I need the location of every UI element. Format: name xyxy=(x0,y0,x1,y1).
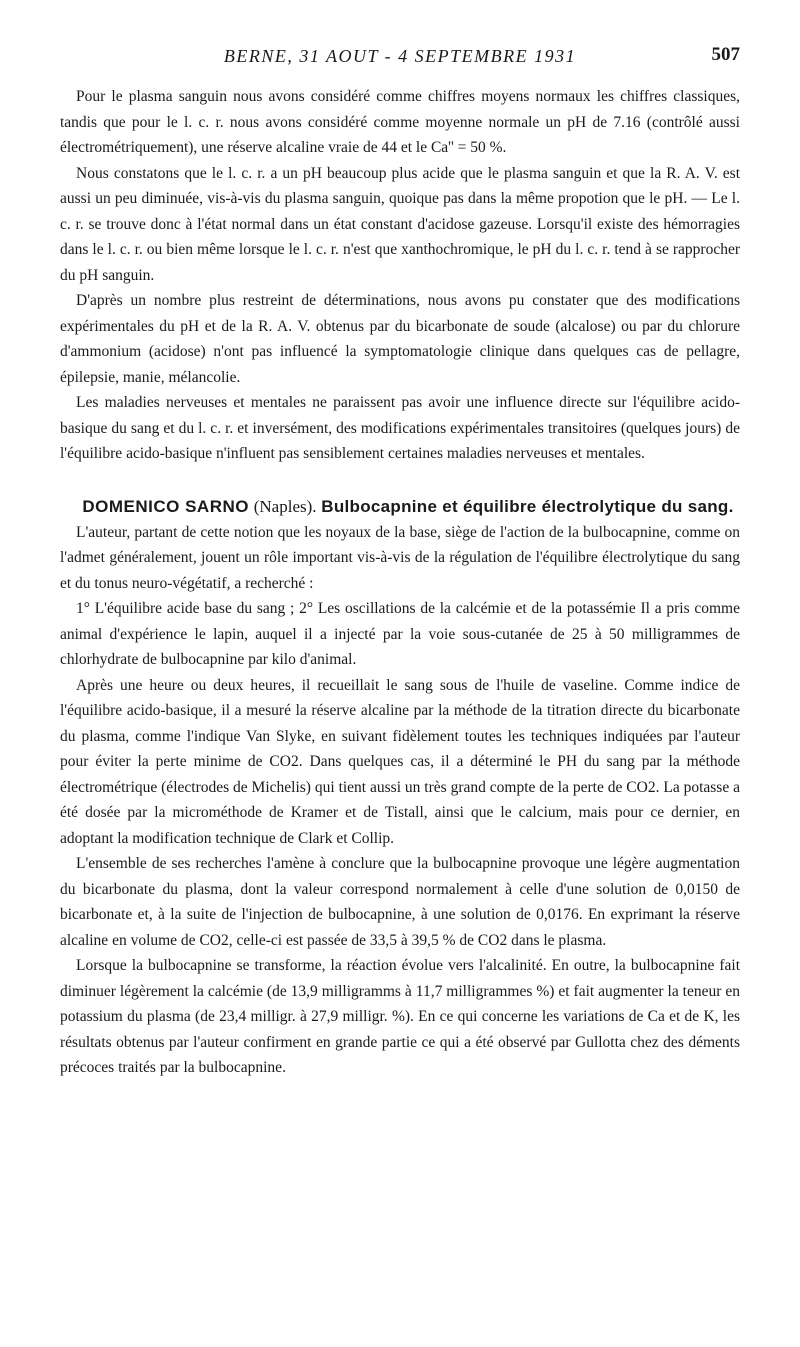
paragraph: L'auteur, partant de cette notion que les noyaux de la base, siège de l'action de la bulbocapnine, comme on l'admet généralement, jouent un rôle important vis-à-vis de la régulation de l'équilibre électrolytique du sang et du tonus neuro-végétatif, a recherché : xyxy=(60,523,740,592)
running-title: BERNE, 31 AOUT - 4 SEPTEMBRE 1931 xyxy=(223,46,577,66)
body-text xyxy=(60,84,740,1081)
paragraph: 1° L'équilibre acide base du sang ; 2° Les oscillations de la calcémie et de la potassémie Il a pris comme animal d'expérience le lapin, auquel il a injecté par la voie sous-cutanée de 25 à 50 milligrammes de chlorhydrate de bulbocapnine par kilo d'animal. xyxy=(60,600,740,668)
article-author: DOMENICO SARNO xyxy=(82,496,249,516)
paragraph: Nous constatons que le l. c. r. a un pH beaucoup plus acide que le plasma sanguin et que la R. A. V. est aussi un peu diminuée, vis-à-vis du plasma sanguin, quoique pas dans la même propotion que le pH. — Le l. c. r. se trouve donc à l'état normal dans un état constant d'acidose gazeuse. Lorsqu'il existe des hémorragies dans le l. c. r. ou bien même lorsque le l. c. r. n'est que xanthochromique, le pH du l. c. r. tend à se rapprocher du pH sanguin. xyxy=(60,164,740,284)
page-number: 507 xyxy=(711,44,740,65)
article-place: (Naples). xyxy=(253,496,317,516)
paragraph: Lorsque la bulbocapnine se transforme, la réaction évolue vers l'alcalinité. En outre, la bulbocapnine fait diminuer légèrement la calcémie (de 13,9 milligramms à 11,7 milligrammes %) et fait augmenter la teneur en potassium du plasma (de 23,4 milligr. à 27,9 milligr. %). En ce qui concerne les variations de Ca et de K, les résultats obtenus par l'auteur confirment en grande partie ce qui a été observé par Gullotta chez des déments précoces traités par la bulbocapnine. xyxy=(60,957,740,1076)
paragraph: D'après un nombre plus restreint de déterminations, nous avons pu constater que des modifications expérimentales du pH et de la R. A. V. obtenus par du bicarbonate de soude (alcalose) ou par du chlorure d'ammonium (acidose) n'ont pas influencé la symptomatologie clinique dans quelques cas de pellagre, épilepsie, manie, mélancolie. xyxy=(60,292,740,386)
paragraph: Pour le plasma sanguin nous avons considéré comme chiffres moyens normaux les chiffres classiques, tandis que pour le l. c. r. nous avons considéré comme moyenne normale un pH de 7.16 (contrôlé aussi électrométriquement), une réserve alcaline vraie de 44 et le Ca'' = 50 %. xyxy=(60,88,740,156)
paragraph: Après une heure ou deux heures, il recueillait le sang sous de l'huile de vaseline. Comme indice de l'équilibre acido-basique, il a mesuré la réserve alcaline par la méthode de la titration directe du bicarbonate du plasma, comme l'indique Van Slyke, en suivant fidèlement toutes les techniques indiquées par l'auteur pour éviter la perte minime de CO2. Dans quelques cas, il a déterminé le PH du sang par la méthode électrométrique (électrodes de Michelis) qui tient aussi un très grand compte de la perte de CO2. La potasse a été dosée par la microméthode de Kramer et de Tistall, ainsi que le calcium, mais pour ce dernier, en adoptant la modification technique de Clark et Collip. xyxy=(60,676,740,847)
running-header xyxy=(60,46,740,70)
paragraph: Les maladies nerveuses et mentales ne paraissent pas avoir une influence directe sur l'équilibre acido-basique du sang et du l. c. r. et inversément, des modifications expérimentales transitoires (quelques jours) de l'équilibre acido-basique n'influent pas sensiblement certaines maladies nerveuses et mentales. xyxy=(60,394,740,462)
article-heading xyxy=(60,494,740,520)
paragraph: L'ensemble de ses recherches l'amène à conclure que la bulbocapnine provoque une légère augmentation du bicarbonate du plasma, dont la valeur correspond normalement à celle d'une solution de 0,0150 de bicarbonate et, à la suite de l'injection de bulbocapnine, à une solution de 0,0176. En exprimant la réserve alcaline en volume de CO2, celle-ci est passée de 33,5 à 39,5 % de CO2 dans le plasma. xyxy=(60,855,740,949)
section-gap xyxy=(60,467,740,494)
article-title: Bulbocapnine et équilibre électrolytique du sang. xyxy=(321,496,734,516)
